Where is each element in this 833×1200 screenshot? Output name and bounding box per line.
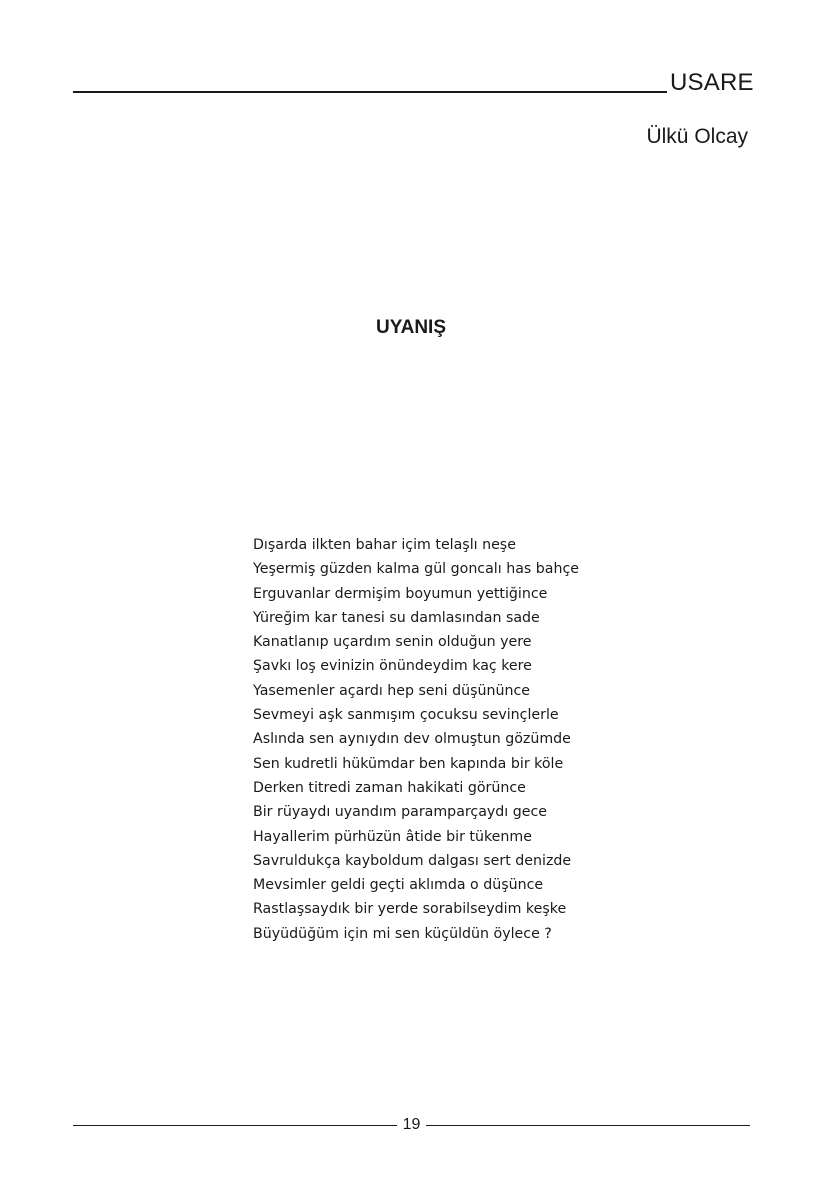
poem-title: UYANIŞ: [375, 317, 447, 338]
poem-line: Derken titredi zaman hakikati görünce: [253, 779, 526, 796]
poem-line: Kanatlanıp uçardım senin olduğun yere: [253, 634, 532, 651]
poem-line: Yüreğim kar tanesi su damlasından sade: [253, 609, 540, 626]
poem-line: Rastlaşsaydık bir yerde sorabilseydim keşke: [253, 901, 567, 918]
poem-line: Bir rüyaydı uyandım paramparçaydı gece: [253, 804, 548, 821]
footer-rule-left: [73, 1125, 397, 1126]
poem-line: Dışarda ilkten bahar içim telaşlı neşe: [253, 537, 516, 553]
footer-rule-right: [426, 1125, 750, 1126]
poem-line: Yasemenler açardı hep seni düşününce: [253, 682, 530, 699]
poem-line: Erguvanlar dermişim boyumun yettiğince: [253, 585, 548, 602]
poem-line: Mevsimler geldi geçti aklımda o düşünce: [253, 877, 544, 894]
poem-body: [253, 533, 579, 946]
poem-line: Aslında sen aynıydın dev olmuştun gözümde: [253, 731, 571, 748]
poem-line: Hayallerim pürhüzün âtide bir tükenme: [253, 828, 532, 845]
poem-line: Savruldukça kayboldum dalgası sert denizde: [253, 852, 572, 869]
poem-line: Sevmeyi aşk sanmışım çocuksu sevinçlerle: [253, 707, 559, 724]
header-rule: [73, 91, 667, 93]
author-name: Ülkü Olcay: [646, 125, 748, 148]
poem-line: Yeşermiş güzden kalma gül goncalı has bahçe: [253, 561, 580, 578]
poem-line: Şavkı loş evinizin önündeydim kaç kere: [253, 658, 532, 675]
page-footer: [73, 1114, 750, 1136]
journal-title: USARE: [670, 69, 754, 96]
poem-line: Sen kudretli hükümdar ben kapında bir köle: [253, 755, 564, 772]
poem-line: Büyüdüğüm için mi sen küçüldün öylece ?: [253, 925, 552, 942]
page-number: 19: [402, 1116, 421, 1133]
